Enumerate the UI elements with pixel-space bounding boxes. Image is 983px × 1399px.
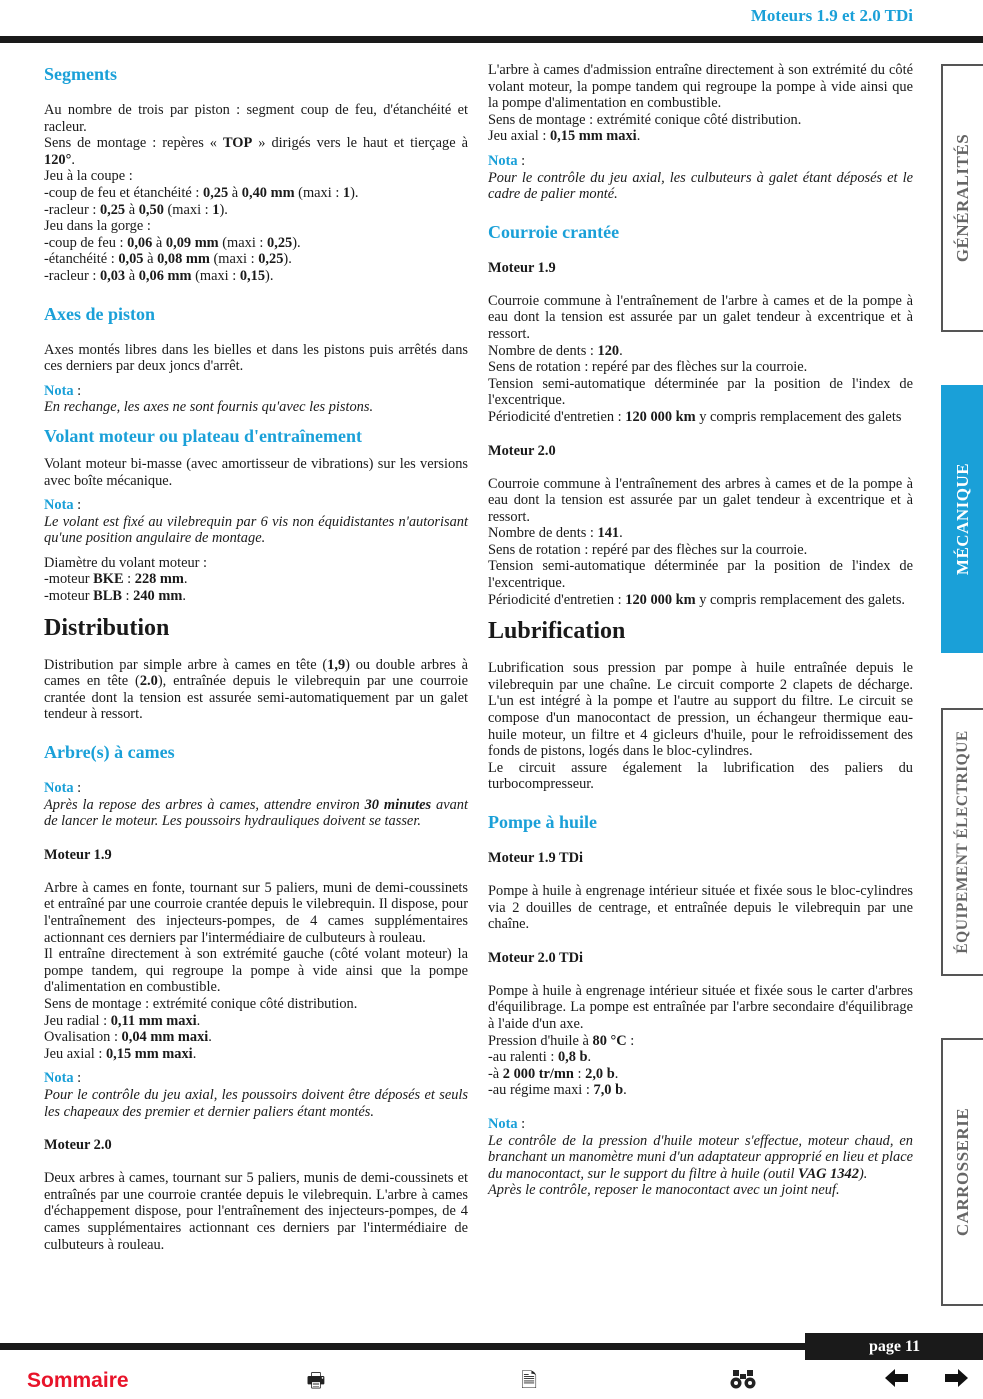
- nota-text: Le contrôle de la pression d'huile moteur s'effectue, moteur chaud, en branchant un manomètre muni d'un adaptateur approprié en lieu et place du manocontact, sur le support du filtre à huile (outil VAG 1342).: [488, 1132, 913, 1182]
- right-column: [488, 62, 913, 1199]
- paragraph: Tension semi-automatique déterminée par la position de l'index de l'excentrique.: [488, 375, 913, 409]
- spec-line: -racleur : 0,03 à 0,06 mm (maxi : 0,15).: [44, 267, 274, 284]
- paragraph: Jeu dans la gorge :: [44, 218, 151, 235]
- spec-line: -moteur BLB : 240 mm.: [44, 588, 186, 605]
- nota-label: Nota :: [488, 152, 526, 169]
- subsection-title-moteur-2-0: Moteur 2.0: [488, 442, 556, 459]
- section-title-axes: Axes de piston: [44, 303, 156, 324]
- paragraph: Il entraîne directement à son extrémité gauche (côté volant moteur) la pompe tandem, qui regroupe la pompe à vide ainsi que la pompe d'alimentation en combustible.: [44, 946, 468, 996]
- chapter-title-lubrification: Lubrification: [488, 618, 626, 645]
- binoculars-icon[interactable]: [730, 1368, 756, 1392]
- top-rule: [0, 36, 983, 43]
- nota-text: Après la repose des arbres à cames, attendre environ 30 minutes avant de lancer le moteur. Les poussoirs hydrauliques doivent se tasser.: [44, 796, 468, 830]
- spec-line: -à 2 000 tr/mn : 2,0 b.: [488, 1065, 619, 1082]
- nota-text: Le volant est fixé au vilebrequin par 6 vis non équidistantes n'autorisant qu'une position angulaire de montage.: [44, 513, 468, 547]
- section-title-arbres: Arbre(s) à cames: [44, 742, 175, 763]
- paragraph: Courroie commune à l'entraînement des arbres à cames et de la pompe à eau dont la tension est assurée par un galet tendeur à excentrique et à ressort.: [488, 475, 913, 525]
- spec-line: -racleur : 0,25 à 0,50 (maxi : 1).: [44, 201, 228, 218]
- subsection-title-moteur-2-0: Moteur 2.0: [44, 1137, 112, 1154]
- spec-line: Périodicité d'entretien : 120 000 km y compris remplacement des galets.: [488, 591, 906, 608]
- nota-label: Nota :: [44, 1070, 82, 1087]
- tab-carrosserie[interactable]: [941, 1038, 983, 1306]
- paragraph: L'arbre à cames d'admission entraîne directement à son extrémité du côté volant moteur, la pompe tandem qui regroupe la pompe à vide ainsi que la pompe d'alimentation en combustible.: [488, 62, 913, 112]
- paragraph: Le circuit assure également la lubrification des paliers du turbocompresseur.: [488, 759, 913, 793]
- paragraph: Arbre à cames en fonte, tournant sur 5 paliers, muni de demi-coussinets et entraîné par une courroie crantée depuis le vilebrequin. Il dispose, pour l'entraînement des injecteurs-pompes, de 4 cames supplémentaires actionnant ces derniers par l'intermédiaire de culbuteurs à rouleau.: [44, 879, 468, 946]
- section-title-segments: Segments: [44, 64, 117, 84]
- subsection-title-moteur-1-9-tdi: Moteur 1.9 TDi: [488, 850, 584, 866]
- tab-equipement-electrique[interactable]: [941, 708, 983, 976]
- spec-line: Nombre de dents : 141.: [488, 525, 623, 542]
- paragraph: Au nombre de trois par piston : segment coup de feu, d'étanchéité et racleur.: [44, 102, 468, 135]
- spec-line: Nombre de dents : 120.: [488, 342, 623, 359]
- subsection-title-moteur-2-0-tdi: Moteur 2.0 TDi: [488, 949, 584, 966]
- arrow-left-icon[interactable]: [884, 1368, 910, 1392]
- spec-line: Jeu axial : 0,15 mm maxi.: [488, 128, 641, 145]
- page-number: page 11: [805, 1333, 983, 1360]
- spec-line: Ovalisation : 0,04 mm maxi.: [44, 1029, 212, 1046]
- section-title-pompe: Pompe à huile: [488, 812, 598, 832]
- binoculars-shape: [730, 1368, 756, 1390]
- spec-line: -étanchéité : 0,05 à 0,08 mm (maxi : 0,25).: [44, 251, 292, 268]
- left-column: [44, 62, 468, 1253]
- paragraph: Lubrification sous pression par pompe à huile entraînée depuis le vilebrequin par une chaîne. Le circuit comporte 2 clapets de décharge. L'un est intégré à la pompe et l'autre au support du filtre. Le circuit se compose d'un manocontact de pression, un échangeur thermique eau-huile moteur, un filtre et 4 gicleurs d'huile, pour le refroidissement des fonds de pistons, logés dans le bloc-cylindres.: [488, 660, 913, 760]
- spec-line: Périodicité d'entretien : 120 000 km y compris remplacement des galets: [488, 408, 902, 425]
- spec-line: Jeu axial : 0,15 mm maxi.: [44, 1045, 197, 1062]
- paragraph: Sens de montage : repères « TOP » dirigés vers le haut et tierçage à 120°.: [44, 135, 468, 168]
- arrow-right-icon[interactable]: [943, 1368, 969, 1392]
- paragraph: Pompe à huile à engrenage intérieur située et fixée sous le carter d'arbres d'équilibrage. La pompe est entraînée par l'arbre secondaire d'équilibrage à l'aide d'un axe.: [488, 982, 913, 1032]
- paragraph: Tension semi-automatique déterminée par la position de l'index de l'excentrique.: [488, 558, 913, 592]
- tab-label: CARROSSERIE: [953, 1107, 972, 1237]
- nota-label: Nota :: [44, 382, 82, 399]
- paragraph: Diamètre du volant moteur :: [44, 554, 208, 571]
- document-icon[interactable]: 🗎: [520, 1368, 538, 1392]
- nota-text: Pour le contrôle du jeu axial, les poussoirs doivent être déposés et seuls les chapeaux des premier et dernier paliers étant montés.: [44, 1086, 468, 1120]
- paragraph: Sens de montage : extrémité conique côté distribution.: [44, 995, 358, 1012]
- subsection-title-moteur-1-9: Moteur 1.9: [488, 259, 556, 276]
- spec-line: -au ralenti : 0,8 b.: [488, 1049, 592, 1066]
- paragraph: Volant moteur bi-masse (avec amortisseur de vibrations) sur les versions avec boîte mécanique.: [44, 455, 468, 489]
- nota-label: Nota :: [44, 780, 82, 797]
- section-title-volant: Volant moteur ou plateau d'entraînement: [44, 425, 363, 446]
- section-title-courroie: Courroie crantée: [488, 221, 620, 242]
- arrow-left-shape: [885, 1368, 909, 1388]
- nota-label: Nota :: [44, 497, 82, 514]
- tab-label: ÉQUIPEMENT ÉLECTRIQUE: [954, 730, 971, 954]
- subsection-title-moteur-1-9: Moteur 1.9: [44, 846, 112, 863]
- nota-label: Nota :: [488, 1115, 526, 1132]
- bottom-rule: [0, 1343, 805, 1350]
- paragraph: Sens de rotation : repéré par des flèches sur la courroie.: [488, 541, 808, 558]
- paragraph: Jeu à la coupe :: [44, 168, 133, 185]
- spec-line: -au régime maxi : 7,0 b.: [488, 1082, 627, 1099]
- footer-nav: [0, 1366, 983, 1396]
- paragraph: Pompe à huile à engrenage intérieur située et fixée sous le bloc-cylindres via 2 douilles de centrage, et entraînée depuis le vilebrequin par une chaîne.: [488, 883, 913, 933]
- spec-line: Pression d'huile à 80 °C :: [488, 1032, 635, 1049]
- spec-line: -moteur BKE : 228 mm.: [44, 571, 188, 588]
- paragraph: Courroie commune à l'entraînement de l'arbre à cames et de la pompe à eau dont la tension est assurée par un galet tendeur à excentrique et à ressort.: [488, 292, 913, 342]
- nota-text: Après le contrôle, reposer le manocontact avec un joint neuf.: [488, 1182, 840, 1199]
- paragraph: Axes montés libres dans les bielles et dans les pistons puis arrêtés dans ces derniers par deux joncs d'arrêt.: [44, 341, 468, 375]
- spec-line: -coup de feu et étanchéité : 0,25 à 0,40 mm (maxi : 1).: [44, 184, 359, 201]
- paragraph: Deux arbres à cames, tournant sur 5 paliers, munis de demi-coussinets et entraînés par une courroie crantée depuis le vilebrequin. L'arbre à cames d'échappement dispose, pour l'entraînement des injecteurs-pompes, de 4 cames supplémentaires actionnant ces derniers par l'intermédiaire de culbuteurs à rouleau.: [44, 1170, 468, 1253]
- paragraph: Sens de montage : extrémité conique côté distribution.: [488, 111, 802, 128]
- spec-line: -coup de feu : 0,06 à 0,09 mm (maxi : 0,25).: [44, 234, 301, 251]
- paragraph: Sens de rotation : repéré par des flèches sur la courroie.: [488, 359, 808, 376]
- tab-generalites[interactable]: [941, 64, 983, 332]
- tab-label: GÉNÉRALITÉS: [953, 133, 972, 263]
- paragraph: Distribution par simple arbre à cames en tête (1,9) ou double arbres à cames en tête (2.0), entraînée depuis le vilebrequin par une courroie crantée dont la tension est assurée semi-automatiquement par un galet tendeur à ressort.: [44, 656, 468, 723]
- nota-text: En rechange, les axes ne sont fournis qu'avec les pistons.: [44, 399, 374, 416]
- spec-line: Jeu radial : 0,11 mm maxi.: [44, 1012, 201, 1029]
- chapter-title-distribution: Distribution: [44, 614, 170, 641]
- nota-text: Pour le contrôle du jeu axial, les culbuteurs à galet étant déposés et le cadre de palier monté.: [488, 169, 913, 203]
- printer-icon[interactable]: 🖶: [306, 1368, 326, 1392]
- sommaire-link[interactable]: Sommaire: [27, 1369, 129, 1392]
- arrow-right-shape: [944, 1368, 968, 1388]
- tab-mecanique[interactable]: [941, 385, 983, 653]
- tab-label: MÉCANIQUE: [953, 462, 972, 576]
- header-title: Moteurs 1.9 et 2.0 TDi: [750, 6, 913, 25]
